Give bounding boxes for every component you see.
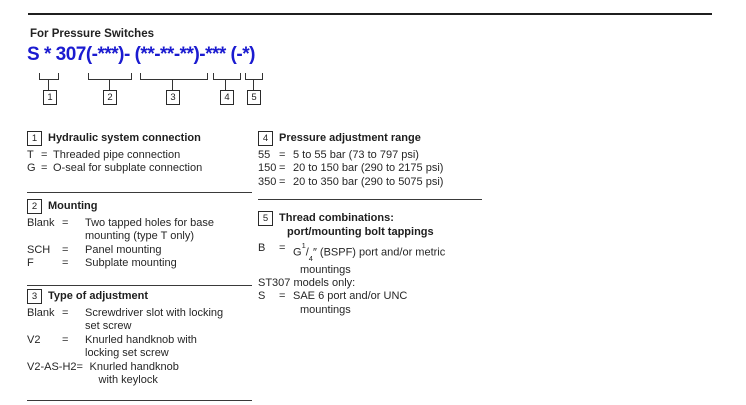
section-title-line2: port/mounting bolt tappings (287, 226, 434, 238)
section-2-header (27, 199, 255, 214)
code-value: V2-AS-H2 (27, 360, 77, 373)
code-value: S (258, 290, 266, 303)
code-description: $G^1/_4''$ (BSPF) port and/or metric mountings (293, 242, 490, 277)
model-note: ST307 models only: (258, 277, 356, 290)
code-box-4: 4 (220, 90, 234, 105)
definition-row (27, 307, 255, 334)
code-description: 5 to 55 bar (73 to 797 psi) (293, 149, 419, 161)
section-title: Thread combinations: (279, 212, 394, 224)
equals-sign: = (62, 243, 69, 256)
code-description: Knurled handknob with locking set screw (85, 333, 197, 360)
code-value: Blank (27, 307, 55, 319)
section-thread-combinations (258, 211, 490, 317)
section-title: Type of adjustment (48, 290, 149, 302)
code-description: O-seal for subplate connection (53, 162, 203, 175)
fraction-slash: / (305, 247, 309, 260)
section-3-header (27, 289, 255, 304)
section-number-badge: 5 (258, 211, 273, 226)
code-value: Blank (27, 217, 55, 229)
fraction-numerator: 1 (301, 240, 306, 250)
code-description: Panel mounting (85, 243, 162, 256)
equals-sign: = (41, 149, 48, 161)
code-description: Knurled handknob with keylock (89, 360, 179, 387)
definition-row (258, 290, 490, 317)
definition-row (258, 176, 488, 189)
code-bracket-stem-4 (225, 79, 226, 90)
section-4-header (258, 131, 488, 146)
code-description: Screwdriver slot with locking set screw (85, 307, 224, 333)
equals-sign: = (279, 149, 286, 161)
code-description: Two tapped holes for base mounting (type T only) (85, 217, 215, 243)
definition-row (258, 162, 488, 175)
definition-row (27, 361, 255, 388)
code-bracket-4 (213, 73, 241, 80)
code-value: G (27, 162, 36, 175)
code-value: 350 (258, 175, 277, 188)
code-bracket-stem-1 (48, 79, 49, 90)
page-title: For Pressure Switches (30, 28, 154, 40)
code-bracket-1 (39, 73, 59, 80)
code-bracket-stem-3 (172, 79, 173, 90)
code-bracket-2 (88, 73, 132, 80)
section-title: Pressure adjustment range (279, 132, 421, 144)
equals-sign: = (279, 175, 286, 188)
equals-sign: = (279, 290, 286, 303)
code-box-1: 1 (43, 90, 57, 105)
definition-row (27, 149, 255, 162)
fraction-denominator: 4 (308, 254, 313, 264)
code-value: V2 (27, 333, 41, 346)
definition-row (27, 217, 255, 244)
section-title: Hydraulic system connection (48, 132, 201, 144)
code-description: Threaded pipe connection (53, 149, 181, 161)
code-bracket-5 (245, 73, 263, 80)
code-description: SAE 6 port and/or UNC mountings (293, 290, 408, 316)
section-5-header (258, 211, 490, 226)
section-number-badge: 2 (27, 199, 42, 214)
section-pressure-adjustment-range (258, 131, 488, 189)
code-value: B (258, 242, 266, 255)
section-mounting (27, 199, 255, 271)
section-divider (27, 400, 252, 401)
code-bracket-stem-5 (253, 79, 254, 90)
equals-sign: = (62, 217, 69, 229)
definition-row (258, 149, 488, 162)
thread-description: ″ (BSPF) port and/or metric (312, 247, 446, 260)
definition-row (27, 244, 255, 257)
section-1-header (27, 131, 255, 146)
definition-row (258, 242, 490, 277)
code-value: 150 (258, 162, 277, 175)
definition-row (27, 257, 255, 270)
code-value: F (27, 257, 34, 270)
code-value: 55 (258, 149, 271, 161)
section-title: Mounting (48, 200, 98, 212)
code-value: T (27, 149, 34, 161)
code-box-2: 2 (103, 90, 117, 105)
section-number-badge: 3 (27, 289, 42, 304)
thread-letter: G (293, 247, 302, 260)
section-divider (258, 199, 482, 200)
definition-row (27, 162, 255, 175)
equals-sign: = (62, 257, 69, 270)
equals-sign: = (62, 307, 69, 319)
code-box-5: 5 (247, 90, 261, 105)
section-hydraulic-system-connection (27, 131, 255, 176)
section-number-badge: 4 (258, 131, 273, 146)
section-number-badge: 1 (27, 131, 42, 146)
equals-sign: = (279, 162, 286, 175)
model-code: S * 307(-***)- (**-**-**)-*** (-*) (27, 44, 255, 65)
section-divider (27, 192, 252, 193)
equals-sign: = (41, 162, 48, 175)
code-description: 20 to 350 bar (290 to 5075 psi) (293, 175, 444, 188)
section-type-of-adjustment (27, 289, 255, 387)
equals-sign: = (76, 360, 83, 373)
code-box-3: 3 (166, 90, 180, 105)
thread-size-line (293, 242, 490, 263)
equals-sign: = (279, 242, 286, 255)
top-rule (28, 13, 712, 15)
definition-row (27, 334, 255, 361)
section-divider (27, 285, 252, 286)
code-value: SCH (27, 243, 51, 256)
code-description: Subplate mounting (85, 257, 177, 270)
code-bracket-stem-2 (109, 79, 110, 90)
code-bracket-3 (140, 73, 208, 80)
equals-sign: = (62, 333, 69, 346)
code-description: 20 to 150 bar (290 to 2175 psi) (293, 162, 444, 175)
